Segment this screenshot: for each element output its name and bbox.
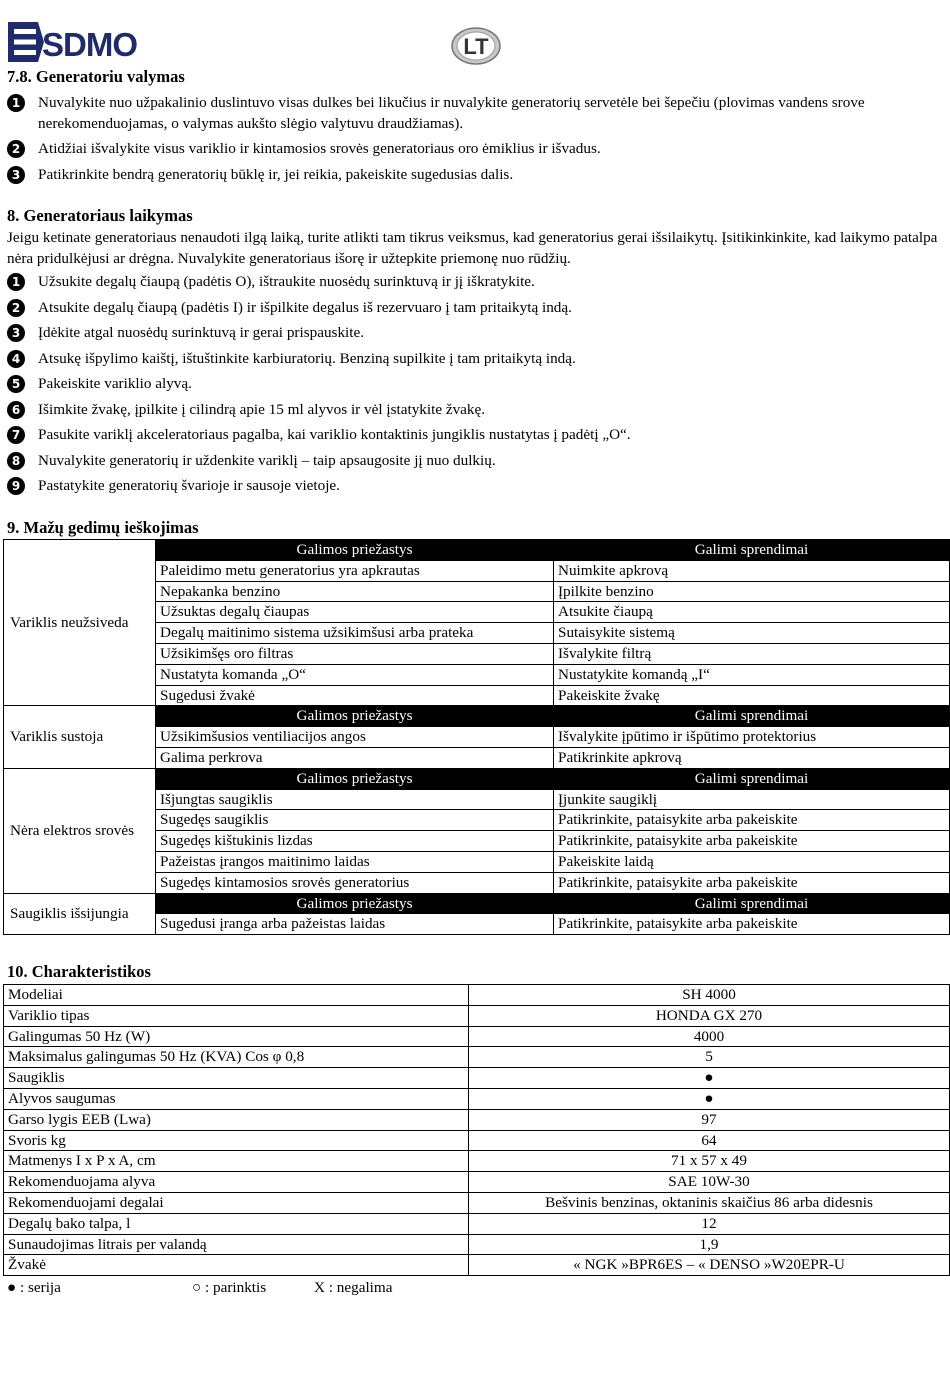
language-badge	[450, 26, 502, 66]
cause-cell: Sugedusi įranga arba pažeistas laidas	[156, 914, 554, 935]
storage-steps	[7, 272, 942, 502]
table-header-row	[4, 893, 950, 914]
step-text: Pastatykite generatorių švarioje ir sausoje vietoje.	[38, 477, 340, 494]
spec-label: Svoris kg	[4, 1130, 469, 1151]
step-number-badge: 1	[7, 273, 25, 291]
table-row	[4, 1255, 950, 1276]
solution-cell: Išvalykite įpūtimo ir išpūtimo protektorius	[554, 727, 950, 748]
step-item	[7, 165, 942, 186]
step-item	[7, 139, 942, 160]
spec-value: ●	[469, 1068, 950, 1089]
spec-value: 1,9	[469, 1234, 950, 1255]
svg-text:SDMO: SDMO	[42, 26, 137, 63]
step-number-badge: 9	[7, 477, 25, 495]
legend-serija: ● : serija	[7, 1279, 61, 1296]
cause-cell: Pažeistas įrangos maitinimo laidas	[156, 851, 554, 872]
cause-cell: Sugedusi žvakė	[156, 685, 554, 706]
cause-cell: Sugedęs kintamosios srovės generatorius	[156, 872, 554, 893]
table-header-row	[4, 540, 950, 561]
table-row	[4, 1151, 950, 1172]
step-item	[7, 425, 942, 446]
specs-legend	[7, 1278, 392, 1298]
solution-cell: Patikrinkite, pataisykite arba pakeiskite	[554, 831, 950, 852]
cause-cell: Paleidimo metu generatorius yra apkrautas	[156, 560, 554, 581]
spec-label: Galingumas 50 Hz (W)	[4, 1026, 469, 1047]
spec-value: 5	[469, 1047, 950, 1068]
spec-label: Garso lygis EEB (Lwa)	[4, 1109, 469, 1130]
spec-label: Modeliai	[4, 985, 469, 1006]
fault-label: Saugiklis išsijungia	[4, 893, 156, 935]
step-number-badge: 6	[7, 401, 25, 419]
table-row	[4, 1088, 950, 1109]
table-row	[4, 1192, 950, 1213]
troubleshooting-table	[3, 539, 950, 935]
solution-cell: Patikrinkite apkrovą	[554, 747, 950, 768]
header-causes: Galimos priežastys	[156, 540, 554, 561]
spec-label: Saugiklis	[4, 1068, 469, 1089]
table-row	[4, 1172, 950, 1193]
spec-value: SAE 10W-30	[469, 1172, 950, 1193]
step-item	[7, 451, 942, 472]
solution-cell: Pakeiskite žvakę	[554, 685, 950, 706]
spec-label: Rekomenduojami degalai	[4, 1192, 469, 1213]
solution-cell: Patikrinkite, pataisykite arba pakeiskite	[554, 914, 950, 935]
fault-label: Variklis neužsiveda	[4, 540, 156, 706]
spec-label: Variklio tipas	[4, 1005, 469, 1026]
step-item	[7, 323, 942, 344]
cause-cell: Degalų maitinimo sistema užsikimšusi arba prateka	[156, 623, 554, 644]
header-solutions: Galimi sprendimai	[554, 540, 950, 561]
specs-table	[3, 984, 950, 1276]
table-row	[4, 1047, 950, 1068]
cause-cell: Nustatyta komanda „O“	[156, 664, 554, 685]
cause-cell: Užsikimšusios ventiliacijos angos	[156, 727, 554, 748]
table-row	[4, 1005, 950, 1026]
step-item	[7, 298, 942, 319]
header-solutions: Galimi sprendimai	[554, 893, 950, 914]
step-number-badge: 3	[7, 324, 25, 342]
solution-cell: Nustatykite komandą „I“	[554, 664, 950, 685]
spec-value: 64	[469, 1130, 950, 1151]
spec-label: Žvakė	[4, 1255, 469, 1276]
spec-value: HONDA GX 270	[469, 1005, 950, 1026]
cause-cell: Sugedęs saugiklis	[156, 810, 554, 831]
section-cleaning-title: 7.8. Generatoriu valymas	[7, 67, 185, 86]
step-item	[7, 272, 942, 293]
step-text: Išimkite žvakę, įpilkite į cilindrą apie 15 ml alyvos ir vėl įstatykite žvakę.	[38, 400, 486, 418]
table-header-row	[4, 706, 950, 727]
cause-cell: Galima perkrova	[156, 747, 554, 768]
step-number-badge: 2	[7, 140, 25, 158]
table-header-row	[4, 768, 950, 789]
header-causes: Galimos priežastys	[156, 893, 554, 914]
step-item	[7, 476, 942, 497]
header-causes: Galimos priežastys	[156, 768, 554, 789]
step-text: Pakeiskite variklio alyvą.	[38, 375, 192, 392]
solution-cell: Įjunkite saugiklį	[554, 789, 950, 810]
step-number-badge: 7	[7, 426, 25, 444]
svg-text:LT: LT	[463, 34, 489, 59]
spec-label: Alyvos saugumas	[4, 1088, 469, 1109]
step-text: Nuvalykite generatorių ir uždenkite variklį – taip apsaugosite jį nuo dulkių.	[38, 451, 496, 469]
step-item	[7, 374, 942, 395]
step-text: Atsukite degalų čiaupą (padėtis I) ir išpilkite degalus iš rezervuaro į tam pritaikytą indą.	[38, 298, 572, 316]
solution-cell: Atsukite čiaupą	[554, 602, 950, 623]
legend-parinktis: ○ : parinktis	[192, 1279, 267, 1296]
spec-value: 71 x 57 x 49	[469, 1151, 950, 1172]
spec-value: 12	[469, 1213, 950, 1234]
table-row	[4, 1234, 950, 1255]
table-row	[4, 1213, 950, 1234]
spec-value: 97	[469, 1109, 950, 1130]
table-row	[4, 1026, 950, 1047]
header-solutions: Galimi sprendimai	[554, 706, 950, 727]
step-text: Pasukite variklį akceleratoriaus pagalba, kai variklio kontaktinis jungiklis nustatytas į padėtį „O“.	[38, 426, 631, 443]
table-row	[4, 985, 950, 1006]
spec-value: ●	[469, 1088, 950, 1109]
step-text: Patikrinkite bendrą generatorių būklę ir, jei reikia, pakeiskite sugedusias dalis.	[38, 165, 514, 183]
solution-cell: Pakeiskite laidą	[554, 851, 950, 872]
cause-cell: Užsikimšęs oro filtras	[156, 643, 554, 664]
header-causes: Galimos priežastys	[156, 706, 554, 727]
cause-cell: Sugedęs kištukinis lizdas	[156, 831, 554, 852]
step-text: Įdėkite atgal nuosėdų surinktuvą ir gerai prispauskite.	[38, 324, 365, 341]
step-text: Nuvalykite nuo užpakalinio duslintuvo visas dulkes bei likučius ir nuvalykite generatorių servetėle bei šepečiu (plovimas vandens srove nerekomenduojamas, o valymas aukšto slėgio valytuvu draudžiamas).	[38, 94, 865, 132]
cause-cell: Užsuktas degalų čiaupas	[156, 602, 554, 623]
spec-value: Bešvinis benzinas, oktaninis skaičius 86 arba didesnis	[469, 1192, 950, 1213]
sdmo-logo	[8, 20, 146, 64]
step-number-badge: 8	[7, 452, 25, 470]
solution-cell: Įpilkite benzino	[554, 581, 950, 602]
step-text: Atsukę išpylimo kaištį, ištuštinkite karbiuratorių. Benziną supilkite į tam pritaikytą indą.	[38, 349, 576, 367]
section-troubleshooting-title: 9. Mažų gedimų ieškojimas	[7, 518, 199, 537]
solution-cell: Nuimkite apkrovą	[554, 560, 950, 581]
step-item	[7, 400, 942, 421]
spec-label: Degalų bako talpa, l	[4, 1213, 469, 1234]
table-row	[4, 1130, 950, 1151]
solution-cell: Išvalykite filtrą	[554, 643, 950, 664]
step-number-badge: 5	[7, 375, 25, 393]
solution-cell: Patikrinkite, pataisykite arba pakeiskite	[554, 810, 950, 831]
table-row	[4, 1068, 950, 1089]
spec-label: Maksimalus galingumas 50 Hz (KVA) Cos φ 0,8	[4, 1047, 469, 1068]
solution-cell: Patikrinkite, pataisykite arba pakeiskite	[554, 872, 950, 893]
header-solutions: Galimi sprendimai	[554, 768, 950, 789]
cleaning-steps	[7, 93, 942, 190]
spec-label: Matmenys I x P x A, cm	[4, 1151, 469, 1172]
fault-label: Nėra elektros srovės	[4, 768, 156, 893]
spec-label: Rekomenduojama alyva	[4, 1172, 469, 1193]
section-specs-title: 10. Charakteristikos	[7, 962, 151, 981]
step-text: Atidžiai išvalykite visus variklio ir kintamosios srovės generatoriaus oro ėmiklius ir išvadus.	[38, 140, 601, 157]
legend-negalima: X : negalima	[314, 1279, 393, 1296]
cause-cell: Išjungtas saugiklis	[156, 789, 554, 810]
spec-label: Sunaudojimas litrais per valandą	[4, 1234, 469, 1255]
step-item	[7, 93, 942, 134]
fault-label: Variklis sustoja	[4, 706, 156, 768]
cause-cell: Nepakanka benzino	[156, 581, 554, 602]
storage-intro: Jeigu ketinate generatoriaus nenaudoti ilgą laiką, turite atlikti tam tikrus veiksmus, kad generatorius gerai išsilaikytų. Įsitikinkinkite, kad laikymo patalpa nėra pridulkėjusi ar drėgna. Nuvalykite generatoriaus išorę ir užtepkite priemonę nuo rūdžių.	[7, 229, 938, 267]
section-storage-title: 8. Generatoriaus laikymas	[7, 206, 193, 225]
solution-cell: Sutaisykite sistemą	[554, 623, 950, 644]
spec-value: 4000	[469, 1026, 950, 1047]
step-number-badge: 1	[7, 94, 25, 112]
step-number-badge: 3	[7, 166, 25, 184]
step-item	[7, 349, 942, 370]
step-number-badge: 4	[7, 350, 25, 368]
step-text: Užsukite degalų čiaupą (padėtis O), ištraukite nuosėdų surinktuvą ir jį iškratykite.	[38, 273, 535, 290]
step-number-badge: 2	[7, 299, 25, 317]
spec-value: SH 4000	[469, 985, 950, 1006]
table-row	[4, 1109, 950, 1130]
spec-value: « NGK »BPR6ES – « DENSO »W20EPR-U	[469, 1255, 950, 1276]
